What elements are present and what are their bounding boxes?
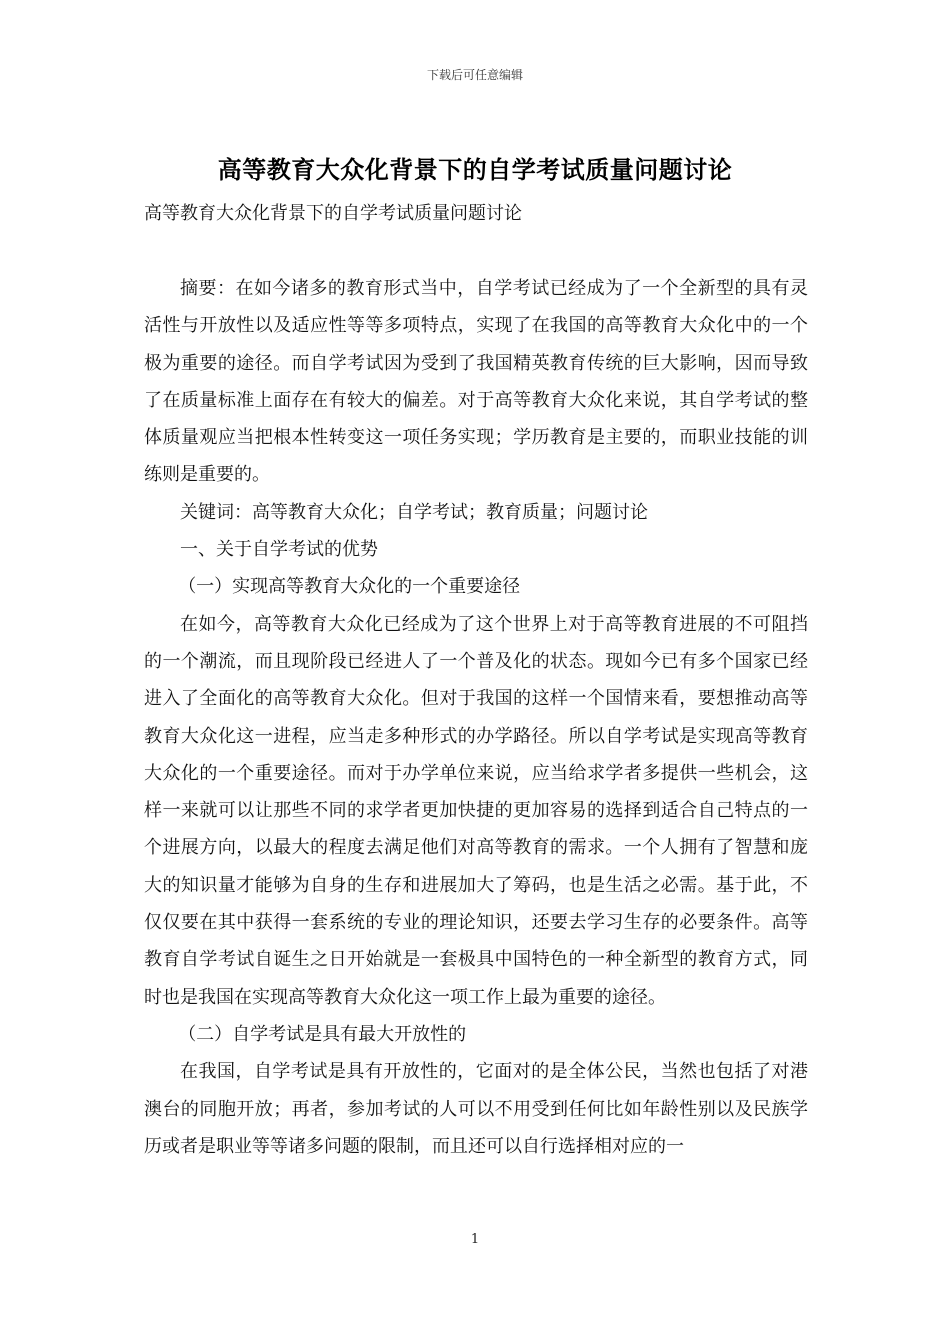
abstract-paragraph: 摘要：在如今诸多的教育形式当中，自学考试已经成为了一个全新型的具有灵活性与开放性以及适应性等等多项特点，实现了在我国的高等教育大众化中的一个极为重要的途径。而自学考试因为受到了我国精英教育传统的巨大影响，因而导致了在质量标准上面存在有较大的偏差。对于高等教育大众化来说，其自学考试的整体质量观应当把根本性转变这一项任务实现；学历教育是主要的，而职业技能的训练则是重要的。 [144, 278, 808, 486]
header-note: 下载后可任意编辑 [426, 68, 523, 82]
page-number: 1 [470, 1232, 480, 1247]
section-1-1-paragraph: 在如今，高等教育大众化已经成为了这个世界上对于高等教育进展的不可阻挡的一个潮流，而且现阶段已经进人了一个普及化的状态。现如今已有多个国家已经进入了全面化的高等教育大众化。但对于我国的这样一个国情来看，要想推动高等教育大众化这一进程，应当走多种形式的办学路径。所以自学考试是实现高等教育大众化的一个重要途径。而对于办学单位来说，应当给求学者多提供一些机会，这样一来就可以让那些不同的求学者更加快捷的更加容易的选择到适合自己特点的一个进展方向，以最大的程度去满足他们对高等教育的需求。一个人拥有了智慧和庞大的知识量才能够为自身的生存和进展加大了筹码，也是生活之必需。基于此，不仅仅要在其中获得一套系统的专业的理论知识，还要去学习生存的必要条件。高等教育自学考试自诞生之日开始就是一套极具中国特色的一种全新型的教育方式，同时也是我国在实现高等教育大众化这一项工作上最为重要的途径。 [144, 613, 808, 1008]
section-heading-1-2: （二）自学考试是具有最大开放性的 [178, 1023, 467, 1045]
document-body [144, 270, 808, 1165]
document-title: 高等教育大众化背景下的自学考试质量问题讨论 [217, 155, 733, 184]
keywords-paragraph: 关键词：高等教育大众化；自学考试；教育质量；问题讨论 [180, 501, 648, 523]
section-1-2-paragraph: 在我国，自学考试是具有开放性的，它面对的是全体公民，当然也包括了对港澳台的同胞开放；再者，参加考试的人可以不用受到任何比如年龄性别以及民族学历或者是职业等等诸多问题的限制，而且还可以自行选择相对应的一 [144, 1061, 808, 1157]
document-subtitle: 高等教育大众化背景下的自学考试质量问题讨论 [144, 203, 522, 224]
section-heading-1: 一、关于自学考试的优势 [180, 539, 378, 561]
section-heading-1-1: （一）实现高等教育大众化的一个重要途径 [178, 576, 521, 598]
